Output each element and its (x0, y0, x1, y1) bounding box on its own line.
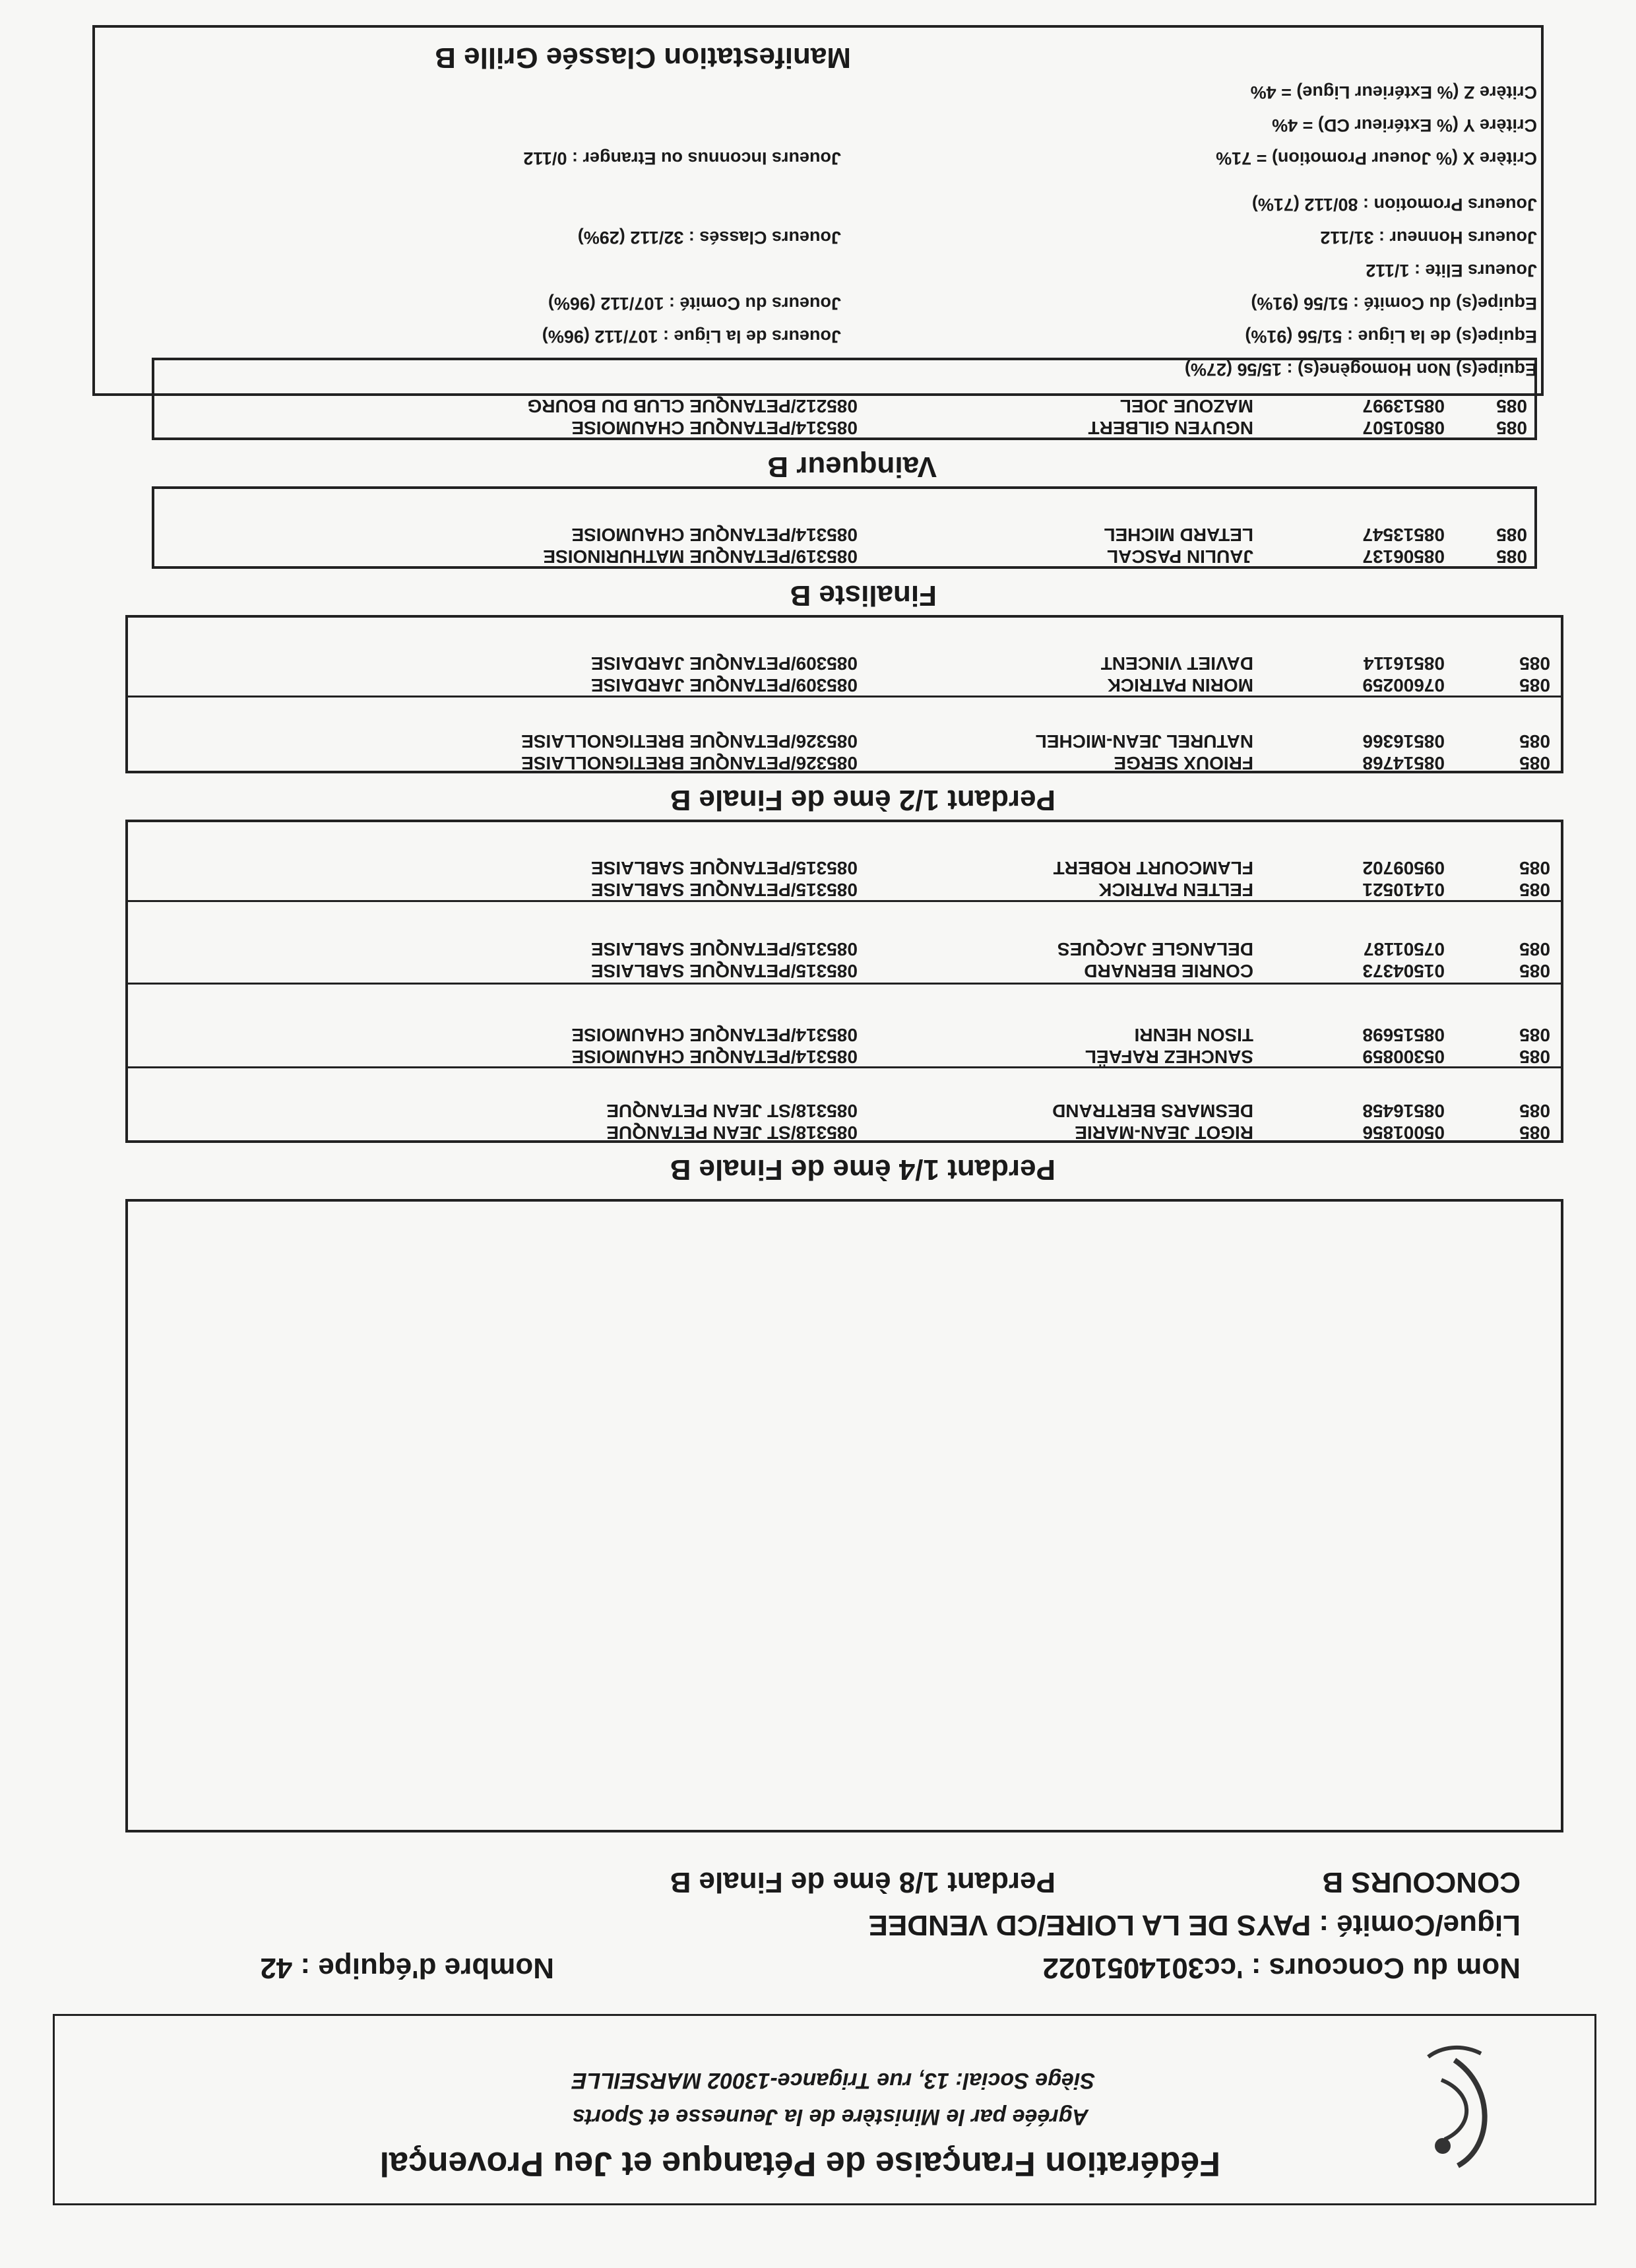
row-licence: 01504373 (1362, 961, 1445, 981)
row-player: MAZOUE JOEL (1119, 396, 1253, 416)
row-club: 085315/PETANQUE SABLAISE (590, 880, 858, 900)
stat-critere-z: Critère Z (% Extérieur Ligue) = 4% (1250, 82, 1537, 102)
row-club: 085315/PETANQUE SABLAISE (590, 858, 858, 878)
row-code: 085 (1496, 525, 1527, 545)
row-licence: 08506137 (1362, 546, 1445, 567)
federation-title: Fédération Française de Pétanque et Jeu Provençal (379, 2145, 1220, 2183)
row-licence: 08516458 (1362, 1101, 1445, 1121)
ligue-label: Ligue/Comité : PAYS DE LA LOIRE/CD VENDEE (868, 1909, 1521, 1941)
row-club: 085319/PETANQUE MATHURINOISE (543, 546, 858, 567)
stat-classes: Joueurs Classés : 32/112 (29%) (577, 228, 841, 247)
row-club: 085326/PETANQUE BRETIGNOLLAISE (521, 753, 858, 773)
row-code: 085 (1519, 731, 1550, 752)
row-player: MORIN PATRICK (1107, 675, 1253, 696)
row-licence: 01410521 (1362, 880, 1445, 900)
row-club: 085314/PETANQUE CHAUMOISE (571, 418, 858, 438)
row-licence: 05001856 (1362, 1122, 1445, 1143)
row-club: 085326/PETANQUE BRETIGNOLLAISE (521, 731, 858, 752)
row-licence: 08514768 (1362, 753, 1445, 773)
row-code: 085 (1519, 880, 1550, 900)
stat-promotion: Joueurs Promotion : 80/112 (71%) (1251, 195, 1537, 214)
row-licence: 08501507 (1362, 418, 1445, 438)
row-player: CONRIE BERNARD (1084, 961, 1253, 981)
row-club: 085309/PETANQUE JARDAISE (590, 653, 858, 674)
row-code: 085 (1519, 1047, 1550, 1067)
stat-critere-x: Critère X (% Joueur Promotion) = 71% (1216, 148, 1537, 168)
row-licence: 08513997 (1362, 396, 1445, 416)
row-player: NATUREL JEAN-MICHEL (1035, 731, 1253, 752)
row-licence: 07600259 (1362, 675, 1445, 696)
approval-text: Agréée par le Ministère de la Jeunesse et Sports (572, 2104, 1088, 2129)
row-code: 085 (1519, 858, 1550, 878)
row-player: DAVIET VINCENT (1100, 653, 1253, 674)
row-player: DELANGLE JACQUES (1057, 939, 1253, 959)
row-separator (125, 983, 1563, 985)
team-count: Nombre d'équipe : 42 (260, 1952, 554, 1984)
row-club: 085314/PETANQUE CHAUMOISE (571, 1025, 858, 1045)
stat-comite-players: Joueurs du Comité : 107/112 (96%) (548, 294, 841, 313)
row-club: 085212/PETANQUE CLUB DU BOURG (527, 396, 858, 416)
concours-name: Nom du Concours : 'cc3014051022 (1042, 1952, 1521, 1984)
section-title-eighth: Perdant 1/8 ème de Finale B (670, 1866, 1055, 1898)
row-code: 085 (1496, 546, 1527, 567)
row-code: 085 (1519, 1101, 1550, 1121)
row-club: 085309/PETANQUE JARDAISE (590, 675, 858, 696)
concours-title: CONCOURS B (1322, 1866, 1521, 1898)
row-code: 085 (1519, 653, 1550, 674)
manifestation-title: Manifestation Classée Grille B (435, 42, 851, 74)
row-player: DESMARS BERTRAND (1052, 1101, 1253, 1121)
row-code: 085 (1496, 418, 1527, 438)
row-club: 085318/ST JEAN PETANQUE (606, 1101, 858, 1121)
row-code: 085 (1519, 753, 1550, 773)
row-code: 085 (1496, 396, 1527, 416)
stat-ligue-teams: Equipe(s) de la Ligue : 51/56 (91%) (1245, 327, 1537, 346)
stat-comite-teams: Equipe(s) du Comité : 51/56 (91%) (1251, 294, 1537, 313)
row-player: FRIOUX SERGE (1114, 753, 1253, 773)
stat-ligue-players: Joueurs de la Ligue : 107/112 (96%) (542, 327, 841, 346)
row-separator (125, 696, 1563, 697)
row-licence: 09509702 (1362, 858, 1445, 878)
row-player: TISON HENRI (1134, 1025, 1253, 1045)
row-player: FLAMCOURT ROBERT (1053, 858, 1253, 878)
row-player: LETARD MICHEL (1104, 525, 1253, 545)
row-code: 085 (1519, 675, 1550, 696)
row-code: 085 (1519, 1122, 1550, 1143)
eighth-final-box (125, 1199, 1563, 1832)
row-club: 085314/PETANQUE CHAUMOISE (571, 525, 858, 545)
section-title-finalist: Finaliste B (790, 579, 937, 612)
row-licence: 08513547 (1362, 525, 1445, 545)
row-player: FELTEN PATRICK (1098, 880, 1253, 900)
row-code: 085 (1519, 939, 1550, 959)
row-licence: 08516114 (1363, 653, 1445, 674)
row-licence: 08516366 (1362, 731, 1445, 752)
section-title-semi: Perdant 1/2 ème de Finale B (670, 784, 1055, 816)
row-code: 085 (1519, 961, 1550, 981)
ffpjp-logo (1415, 2034, 1521, 2186)
stat-inconnus: Joueurs Inconnus ou Etranger : 0/112 (523, 148, 841, 168)
row-player: RIGOT JEAN-MARIE (1075, 1122, 1253, 1143)
section-title-quarter: Perdant 1/4 ème de Finale B (670, 1153, 1055, 1186)
row-club: 085314/PETANQUE CHAUMOISE (571, 1047, 858, 1067)
row-player: SANCHEZ RAFAËL (1085, 1047, 1253, 1067)
row-licence: 08515698 (1362, 1025, 1445, 1045)
section-title-winner: Vainqueur B (767, 451, 937, 483)
stat-non-homogeneous: Equipe(s) Non Homogène(s) : 15/56 (27%) (1184, 360, 1537, 379)
stat-elite: Joueurs Elite : 1/112 (1366, 261, 1537, 280)
row-club: 085315/PETANQUE SABLAISE (590, 939, 858, 959)
address-text: Siège Social: 13, rue Trigance-13002 MARSEILLE (571, 2068, 1095, 2093)
row-club: 085318/ST JEAN PETANQUE (606, 1122, 858, 1143)
row-licence: 05300859 (1362, 1047, 1445, 1067)
stat-critere-y: Critère Y (% Extérieur CD) = 4% (1272, 115, 1537, 135)
row-licence: 07501187 (1363, 939, 1445, 959)
row-club: 085315/PETANQUE SABLAISE (590, 961, 858, 981)
row-player: JAULIN PASCAL (1107, 546, 1253, 567)
stat-honneur: Joueurs Honneur : 31/112 (1320, 228, 1537, 247)
row-separator (125, 900, 1563, 902)
row-code: 085 (1519, 1025, 1550, 1045)
row-player: NGUYEN GILBERT (1088, 418, 1253, 438)
